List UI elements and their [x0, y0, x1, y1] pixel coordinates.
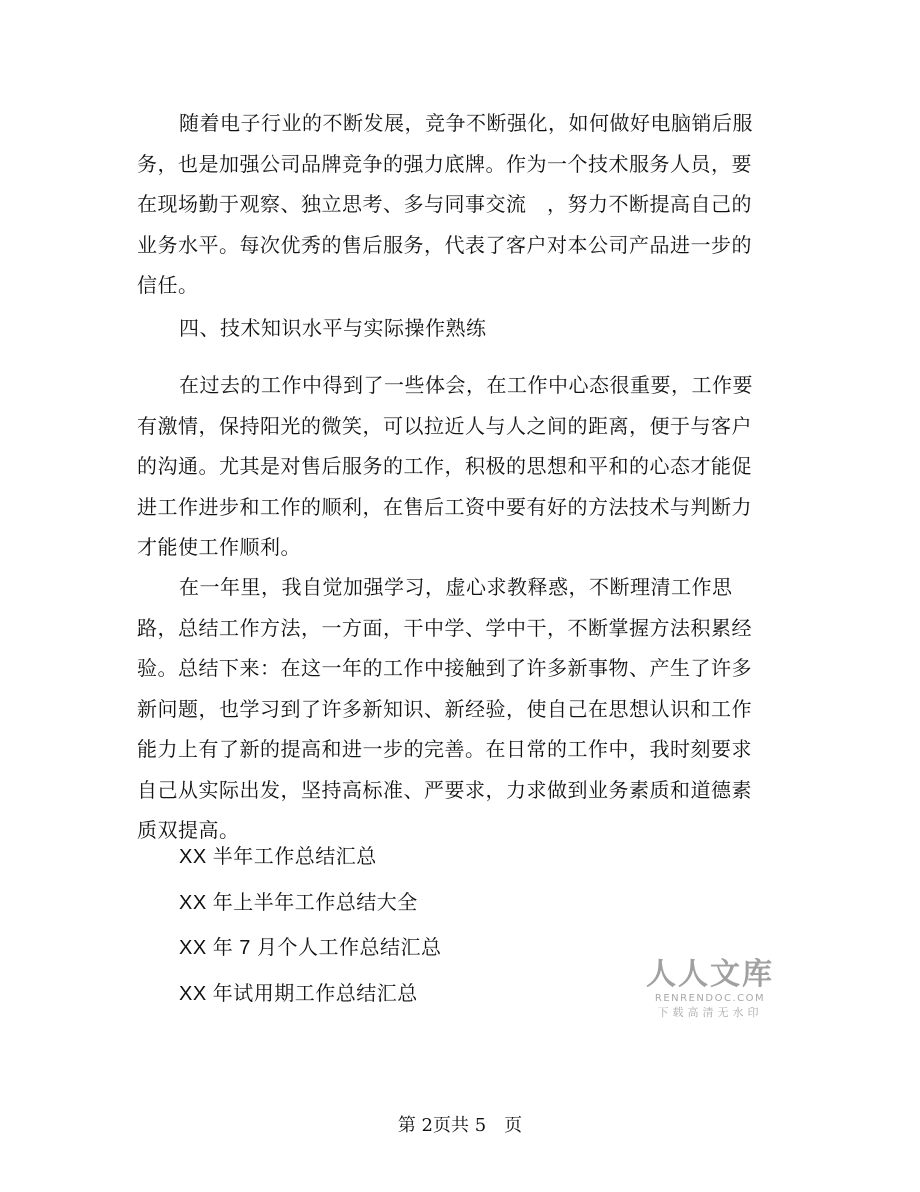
- renrendoc-watermark: [645, 958, 775, 1020]
- related-link-july-summary[interactable]: XX 年 7 月个人工作总结汇总: [179, 937, 442, 959]
- page-number-footer: 第 2页共 5 页: [397, 1115, 523, 1136]
- related-links-list: [179, 842, 441, 1024]
- related-link-half-year-summary[interactable]: XX 半年工作总结汇总: [179, 846, 377, 868]
- related-link-probation-summary[interactable]: XX 年试用期工作总结汇总: [179, 982, 418, 1005]
- section-heading-technical-knowledge: 四、技术知识水平与实际操作熟练: [179, 316, 487, 340]
- watermark-title: 人人文库: [646, 957, 774, 992]
- watermark-subtitle: 下载高清无水印: [657, 1006, 763, 1019]
- paragraph-work-experience: 在过去的工作中得到了一些体会，在工作中心态很重要，工作要有激情，保持阳光的微笑，可以拉近人与人之间的距离，便于与客户的沟通。尤其是对售后服务的工作，积极的思想和平和的心态才能促进工作进步和工作的顺利，在售后工资中要有好的方法技术与判断力才能使工作顺利。: [137, 373, 753, 559]
- paragraph-yearly-learning: 在一年里，我自觉加强学习，虚心求教释惑，不断理清工作思路，总结工作方法，一方面，干中学、学中干，不断掌握方法积累经验。总结下来：在这一年的工作中接触到了许多新事物、产生了许多新问题，也学习到了许多新知识、新经验，使自己在思想认识和工作能力上有了新的提高和进一步的完善。在日常的工作中，我时刻要求自己从实际出发，坚持高标准、严要求，力求做到业务素质和道德素质双提高。: [137, 575, 752, 842]
- watermark-domain: RENRENDOC.COM: [654, 993, 766, 1004]
- paragraph-after-sales-service: 随着电子行业的不断发展，竞争不断强化，如何做好电脑销后服务，也是加强公司品牌竞争的强力底牌。作为一个技术服务人员，要在现场勤于观察、独立思考、多与同事交流 ，努力不断提高自己的业务水平。每次优秀的售后服务，代表了客户对本公司产品进一步的信任。: [137, 111, 753, 297]
- related-link-first-half-summary[interactable]: XX 年上半年工作总结大全: [179, 891, 418, 914]
